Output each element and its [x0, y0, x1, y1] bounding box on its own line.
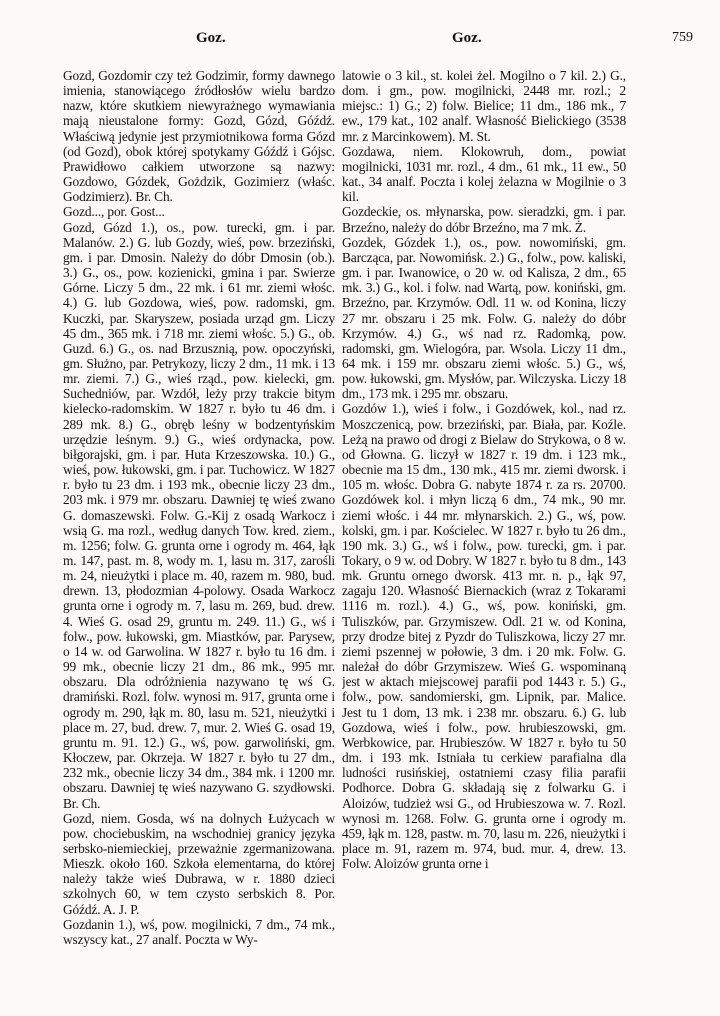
right-column [342, 68, 626, 948]
entry-gozd-places: Gozd, Gózd 1.), os., pow. turecki, gm. i par. Malanów. 2.) G. lub Gozdy, wieś, pow. brzeziński, gm. i par. Dmosin. Należy do dóbr Dmosin (ob.). 3.) G., os., pow. kozienicki, gmina i par. Swierze Górne. Liczy 5 dm., 22 mk. i 61 mr. ziemi włośc. 4.) G. lub Gozdowa, wieś, pow. radomski, gm. Kuczki, par. Skaryszew, posiada urząd gm. Liczy 45 dm., 365 mk. i 718 mr. ziemi włośc. 5.) G., ob. Guzd. 6.) G., os. nad Brzusznią, pow. opoczyński, gm. Służno, par. Petrykozy, liczy 2 dm., 11 mk. i 13 mr. ziemi. 7.) G., wieś rząd., pow. kielecki, gm. Suchedniów, par. Wzdół, leży przy trakcie bitym kielecko-radomskim. W 1827 r. było tu 46 dm. i 289 mk. 8.) G., obręb leśny w bodzentyńskim urzędzie leśnym. 9.) G., wieś ordynacka, pow. biłgorajski, gm. i par. Huta Krzeszowska. 10.) G., wieś, pow. łukowski, gm. i par. Tuchowicz. W 1827 r. było tu 23 dm. i 193 mk., obecnie liczy 23 dm., 203 mk. i 979 mr. obszaru. Dawniej tę wieś zwano G. domaszewski. Folw. G.-Kij z osadą Warkocz i wsią G. ma rozl., według danych Tow. kred. ziem., m. 1256; folw. G. grunta orne i ogrody m. 464, łąk m. 147, past. m. 8, wody m. 1, lasu m. 317, zarośli m. 24, nieużytki i place m. 40, razem m. 980, bud. drewn. 13, płodozmian 4-polowy. Osada Warkocz grunta orne i ogrody m. 7, lasu m. 269, bud. drew. 4. Wieś G. osad 29, gruntu m. 249. 11.) G., wś i folw., pow. łukowski, gm. Miastków, par. Parysew, o 14 w. od Garwolina. W 1827 r. było tu 16 dm. i 99 mk., obecnie liczy 21 dm., 86 mk., 995 mr. obszaru. Dla odróżnienia nazywano tę wś G. dramiński. Rozl. folw. wynosi m. 917, grunta orne i ogrody m. 290, łąk m. 80, lasu m. 521, nieużytki i place m. 27, bud. drew. 7, mur. 2. Wieś G. osad 19, gruntu m. 91. 12.) G., wś, pow. garwoliński, gm. Kłoczew, par. Okrzeja. W 1827 r. było tu 27 dm., 232 mk., obecnie liczy 34 dm., 384 mk. i 1200 mr. obszaru. Dawniej tę wieś nazywano G. szydłowski. Br. Ch. [63, 219, 335, 811]
entry-gozdeckie: Gozdeckie, os. młynarska, pow. sieradzki, gm. i par. Brzeźno, należy do dóbr Brzeźno, ma 7 mk. Ż. [342, 204, 626, 235]
running-head-right: Goz. [452, 30, 482, 46]
page-number: 759 [672, 30, 693, 45]
entry-gozd-etymology: Gozd, Gozdomir czy też Godzimir, formy dawnego imienia, stanowiącego źródłosłów wielu bardzo nazw, które skutkiem niewyrażnego wymawiania mają nieustalone formy: Gozd, Gózd, Góźdź. Właściwą jedynie jest przymiotnikowa forma Gózd (od Gozd), obok której spotykamy Góźdź i Gójsc. Prawidłowo całkiem utworzone są nazwy: Gozdowo, Gózdek, Gożdzik, Gozimierz (właśc. Godzimierz). Br. Ch. [63, 68, 335, 205]
page-header [0, 30, 720, 54]
entry-gozdek: Gozdek, Gózdek 1.), os., pow. nowomiński, gm. Barcząca, par. Nowomińsk. 2.) G., folw., pow. kaliski, gm. i par. Iwanowice, o 20 w. od Kalisza, 2 dm., 65 mk. 3.) G., kol. i folw. nad Wartą, pow. koniński, gm. Brzeźno, par. Krzymów. Odl. 11 w. od Konina, liczy 27 mr. obszaru i 25 mk. Folw. G. należy do dóbr Krzymów. 4.) G., wś nad rz. Radomką, pow. radomski, gm. Wielogóra, par. Wsola. Liczy 11 dm., 64 mk. i 159 mr. obszaru ziemi włośc. 5.) G., wś, pow. łukowski, gm. Mysłów, par. Wilczyska. Liczy 18 dm., 173 mk. i 295 mr. obszaru. [342, 234, 626, 402]
entry-gozd-lusatia: Gozd, niem. Gosda, wś na dolnych Łużycach w pow. chociebuskim, na wschodniej granicy języka serbsko-niemieckiej, przeważnie zgermanizowana. Mieszk. około 160. Szkoła elementarna, do której należy także wieś Dubrawa, w r. 1880 dzieci szkolnych 60, w tem czysto serbskich 8. Por. Góźdź. A. J. P. [63, 810, 335, 917]
entry-gozdanin: Gozdanin 1.), wś, pow. mogilnicki, 7 dm., 74 mk., wszyscy kat., 27 analf. Poczta w Wy- [63, 916, 335, 947]
entry-gozdow: Gozdów 1.), wieś i folw., i Gozdówek, kol., nad rz. Moszczenicą, pow. brzeziński, par. Biała, par. Koźle. Leżą na prawo od drogi z Bielaw do Strykowa, o 8 w. od Głowna. G. liczył w 1827 r. 19 dm. i 123 mk., obecnie ma 15 dm., 130 mk., 415 mr. ziemi dworsk. i 105 m. włośc. Dobra G. nabyte 1874 r. za rs. 20700. Gozdówek kol. i młyn liczą 6 dm., 74 mk., 90 mr. ziemi włośc. i 44 mr. młynarskich. 2.) G., wś, pow. kolski, gm. i par. Kościelec. W 1827 r. było tu 26 dm., 190 mk. 3.) G., wś i folw., pow. turecki, gm. i par. Tokary, o 9 w. od Dobry. W 1827 r. było tu 8 dm., 143 mk. Gruntu ornego dworsk. 413 mr. n. p., łąk 97, zagaju 120. Własność Biernackich (wraz z Tokarami 1116 m. rozl.). 4.) G., wś, pow. koniński, gm. Tuliszków, par. Grzymiszew. Odl. 21 w. od Konina, przy drodze bitej z Pyzdr do Tuliszkowa, liczy 27 mr. ziemi pszennej w połowie, 3 dm. i 20 mk. Folw. G. należał do dóbr Grzymiszew. Wieś G. wspominaną jest w aktach miejscowej parafii pod 1443 r. 5.) G., folw., pow. sandomierski, gm. Lipnik, par. Malice. Jest tu 1 dom, 13 mk. i 238 mr. obszaru. 6.) G. lub Gozdowa, wieś i folw., pow. hrubieszowski, gm. Werbkowice, par. Hrubieszów. W 1827 r. było tu 50 dm. i 193 mk. Istniała tu cerkiew parafialna dla ludności rusińskiej, ostatniemi czasy filia parafii Podhorce. Dobra G. składają się z folwarku G. i Aloizów, tudzież wsi G., od Hrubieszowa w. 7. Rozl. wynosi m. 1268. Folw. G. grunta orne i ogrody m. 459, łąk m. 128, pastw. m. 70, lasu m. 226, nieużytki i place m. 91, razem m. 974, bud. mur. 4, drew. 13. Folw. Aloizów grunta orne i [342, 401, 626, 872]
entry-gozdawa: Gozdawa, niem. Klokowruh, dom., powiat mogilnicki, 1031 mr. rozl., 4 dm., 61 mk., 11 ew., 50 kat., 34 analf. Poczta i kolej żelazna w Mogilnie o 3 kil. [342, 143, 626, 205]
entry-gozdanin-continued: latowie o 3 kil., st. kolei żel. Mogilno o 7 kil. 2.) G., dom. i gm., pow. mogilnicki, 2448 mr. rozl.; 2 miejsc.: 1) G.; 2) folw. Bielice; 11 dm., 186 mk., 7 ew., 179 kat., 102 analf. Własność Bielickiego (3538 mr. z Marcinkowem). M. St. [342, 68, 626, 144]
entry-gozd-cross-ref: Gozd..., por. Gost... [63, 204, 165, 220]
running-head-left: Goz. [196, 30, 226, 46]
left-column [63, 68, 335, 948]
